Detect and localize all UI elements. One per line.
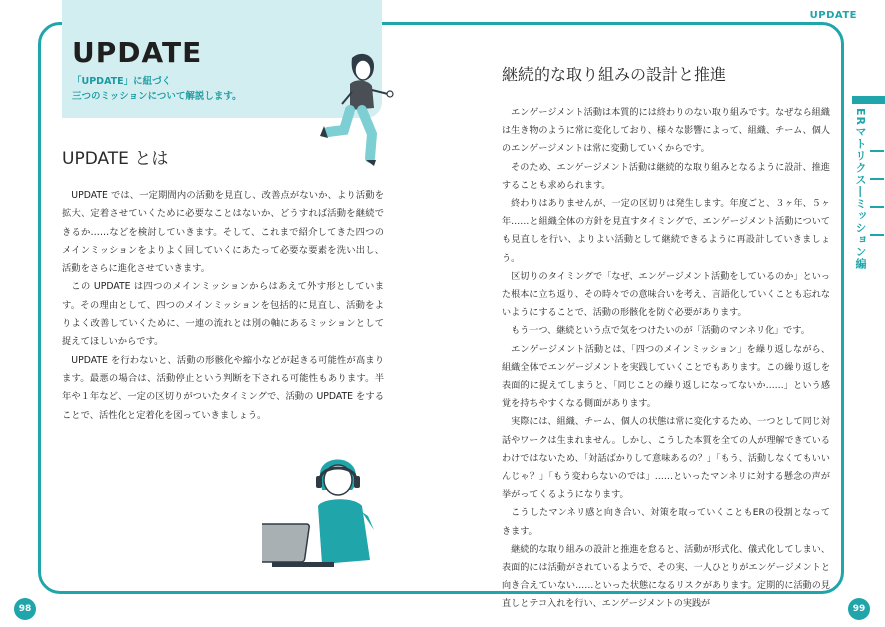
right-body: [502, 104, 830, 614]
side-tick: [870, 234, 884, 236]
right-paragraph: こうしたマンネリ感と向き合い、対策を取っていくこともERの役割となってきます。: [502, 508, 830, 537]
right-paragraph: 継続的な取り組みの設計と推進を怠ると、活動が形式化、儀式化してしまい、表面的には活動がされているようで、その実、一人ひとりがエンゲージメントと向き合えていない……といった状態になるリスクがあります。定期的に活動の見直しとテコ入れを行い、エンゲージメントの実践が: [502, 544, 830, 610]
side-tab-label: ERマトリクス―ミッション編: [854, 108, 867, 270]
left-paragraph: この UPDATE は四つのメインミッションからはあえて外す形としています。その理由として、四つのメインミッションを包括的に見直し、活動をよりよく改善していくために、一連の流れとは別の軸にあるミッションとして捉えてほしいからです。: [62, 281, 384, 348]
right-paragraph: エンゲージメント活動とは、「四つのメインミッション」を繰り返しながら、組織全体でエンゲージメントを実践していくことでもあります。この繰り返しを表面的に捉えてしまうと、「同じことの繰り返しになってないか……」という感覚を持ちやすくなる側面があります。: [502, 344, 830, 410]
right-paragraph: 実際には、組織、チーム、個人の状態は常に変化するため、一つとして同じ対話やワークは生まれません。しかし、こうした本質を全ての人が理解できているわけではないため、「対話ばかりして意味あるの？」「もう、活動しなくてもいいんじゃ？」「もう変わらないのでは」……といったマンネリに対する懸念の声が挙がってくるようになります。: [502, 417, 830, 501]
right-paragraph: エンゲージメント活動は本質的には終わりのない取り組みです。なぜなら組織は生き物のように常に変化しており、様々な影響によって、組織、チーム、個人のエンゲージメントは常に変動していくからです。: [502, 108, 830, 155]
right-heading: 継続的な取り組みの設計と推進: [502, 65, 727, 84]
page-number-right: 99: [848, 598, 870, 620]
left-heading: UPDATE とは: [62, 149, 169, 169]
laptop-person-illustration: [262, 450, 388, 580]
right-paragraph: 区切りのタイミングで「なぜ、エンゲージメント活動をしているのか」といった根本に立ち返り、その時々での意味合いを考え、言語化していくことも忘れないようにすることで、活動の形骸化を防ぐ必要があります。: [502, 271, 830, 319]
chapter-subtitle: 「UPDATE」に紐づく 三つのミッションについて解説します。: [72, 76, 242, 102]
left-paragraph: UPDATE では、一定期間内の活動を見直し、改善点がないか、より活動を拡大、定着させていくために必要なことはないか、どうすれば活動を継続できるか……などを検討していきます。そして、これまで紹介してきた四つのメインミッションをよりよく回していくにあたって必要な要素を洗い出し、活動をさらに進化させていきます。: [62, 190, 384, 275]
left-body: [62, 187, 384, 425]
right-paragraph: もう一つ、継続という点で気をつけたいのが「活動のマンネリ化」です。: [511, 326, 810, 337]
chapter-title: UPDATE: [72, 36, 203, 69]
left-paragraph: UPDATE を行わないと、活動の形骸化や縮小などが起きる可能性が高まります。最悪の場合は、活動停止という判断を下される可能性もあります。半年や１年など、一定の区切りがついたタイミングで、活動の UPDATE をすることで、活性化と定着化を図っていきましょう。: [62, 354, 384, 421]
section-label: UPDATE: [809, 10, 857, 21]
side-tick: [870, 150, 884, 152]
side-tick: [870, 206, 884, 208]
right-paragraph: 終わりはありませんが、一定の区切りは発生します。年度ごと、３ヶ年、５ヶ年……と組織全体の方針を見直すタイミングで、エンゲージメント活動についても見直しを行い、よりよい活動として継続できるように再設計していきましょう。: [502, 199, 830, 264]
side-tab-marker: [852, 96, 885, 104]
page-number-left: 98: [14, 598, 36, 620]
running-woman-illustration: [316, 50, 398, 172]
side-tick: [870, 178, 884, 180]
right-paragraph: そのため、エンゲージメント活動は継続的な取り組みとなるように設計、推進することも求められます。: [502, 162, 830, 191]
